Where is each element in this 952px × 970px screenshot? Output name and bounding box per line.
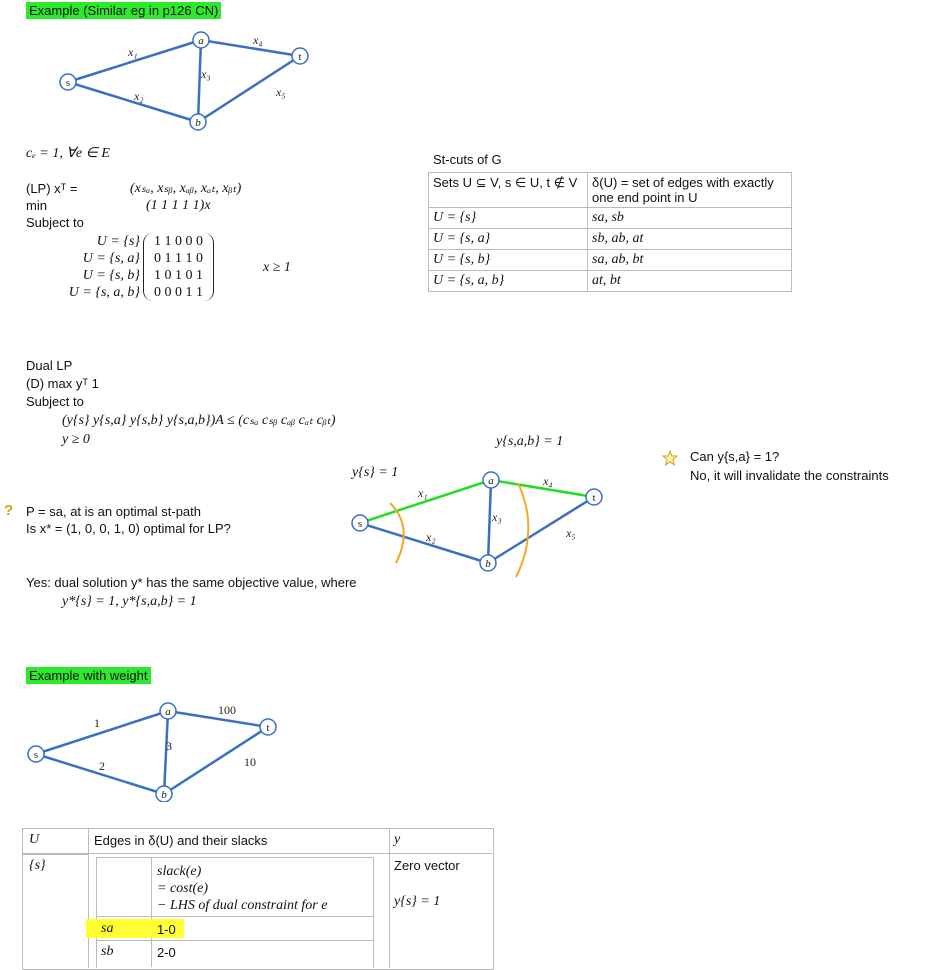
node-s: s xyxy=(357,518,363,530)
node-t: t xyxy=(266,722,270,734)
node-s: s xyxy=(33,749,39,761)
weight-sb: 2 xyxy=(99,759,105,773)
dual-constraint: (y{s} y{s,a} y{s,b} y{s,a,b})A ≤ (cₛₐ cₛᵦ cₐᵦ cₐₜ cᵦₜ) xyxy=(62,413,336,428)
slack-header-u: U xyxy=(29,832,40,847)
edge-label-x3: x₃ xyxy=(492,510,502,524)
edge-ab xyxy=(488,480,491,563)
dual-answer: Yes: dual solution y* has the same objective value, where xyxy=(26,575,357,590)
graph-2 xyxy=(340,455,620,580)
edge-label-x3: x₃ xyxy=(201,67,211,81)
edge-label-x5: x₅ xyxy=(566,526,576,540)
node-a: a xyxy=(198,35,204,47)
dual-subject-to: Subject to xyxy=(26,394,84,409)
graph-3 xyxy=(22,700,292,802)
constraint-matrix: 1 1 0 0 0 0 1 1 1 0 1 0 1 0 1 0 0 0 1 1 xyxy=(143,233,214,301)
inner-slack-sa: 1-0 xyxy=(157,922,176,937)
edge-label-x5: x₅ xyxy=(276,85,286,99)
example2-title: Example with weight xyxy=(26,667,151,684)
edge-at xyxy=(201,40,300,56)
node-a: a xyxy=(165,706,171,718)
edge-sb xyxy=(360,523,488,563)
star-icon xyxy=(662,450,678,466)
node-b: b xyxy=(485,558,491,570)
slack-row-y-2: y{s} = 1 xyxy=(394,894,441,909)
table-row: U = {s, a} sb, ab, at xyxy=(429,229,792,250)
cuts-col2-header: δ(U) = set of edges with exactly one end point in U xyxy=(588,173,792,208)
question-icon: ? xyxy=(4,502,14,519)
edge-label-x4: x₄ xyxy=(543,474,553,488)
cut-label-ys: y{s} = 1 xyxy=(352,465,399,480)
inner-slack-sb: 2-0 xyxy=(157,945,176,960)
slack-header-y: y xyxy=(394,832,401,847)
edge-label-x2: x₂ xyxy=(426,530,436,544)
edge-label-x4: x₄ xyxy=(253,33,263,47)
inner-edge-sa: sa xyxy=(101,921,114,936)
cuts-title: St-cuts of G xyxy=(433,152,502,167)
node-b: b xyxy=(195,117,201,129)
graph-1 xyxy=(50,28,330,133)
dual-heading: Dual LP xyxy=(26,358,73,373)
lp-min: min xyxy=(26,198,47,213)
weight-sa: 1 xyxy=(94,716,100,730)
lp-label: (LP) xᵀ = xyxy=(26,181,78,196)
cuts-table xyxy=(428,172,792,292)
lp-vars: (xₛₐ, xₛᵦ, xₐᵦ, xₐₜ, xᵦₜ) xyxy=(130,181,242,196)
constraint-labels: U = {s} U = {s, a} U = {s, b} U = {s, a, b} xyxy=(68,234,140,300)
example-title: Example (Similar eg in p126 CN) xyxy=(26,2,221,19)
side-note-line-2: No, it will invalidate the constraints xyxy=(690,468,889,483)
cost-statement: cₑ = 1, ∀e ∈ E xyxy=(26,146,110,161)
weight-ab: 3 xyxy=(166,739,172,753)
node-t: t xyxy=(298,51,302,63)
lp-coeffs: (1 1 1 1 1)x xyxy=(146,198,211,213)
node-t: t xyxy=(592,492,596,504)
dual-answer-values: y*{s} = 1, y*{s,a,b} = 1 xyxy=(62,594,197,609)
dual-nonneg: y ≥ 0 xyxy=(62,432,90,447)
edge-sb xyxy=(68,82,198,122)
weight-bt: 10 xyxy=(244,755,256,769)
weight-at: 100 xyxy=(218,703,236,717)
path-line-1: P = sa, at is an optimal st-path xyxy=(26,504,201,519)
lp-subject-to: Subject to xyxy=(26,215,84,230)
node-a: a xyxy=(488,475,494,487)
path-line-2: Is x* = (1, 0, 0, 1, 0) optimal for LP? xyxy=(26,521,231,536)
side-note-line-1: Can y{s,a} = 1? xyxy=(690,449,780,464)
cut-curve-sab xyxy=(516,483,528,577)
edge-label-x1: x₁ xyxy=(418,486,428,500)
inner-edge-sb: sb xyxy=(101,944,114,959)
node-b: b xyxy=(161,789,167,801)
slack-header-edges: Edges in δ(U) and their slacks xyxy=(94,833,268,848)
cut-label-ysab: y{s,a,b} = 1 xyxy=(496,434,564,449)
node-s: s xyxy=(65,77,71,89)
cuts-col1-header: Sets U ⊆ V, s ∈ U, t ∉ V xyxy=(429,173,588,208)
constraint-rhs: x ≥ 1 xyxy=(263,260,291,275)
table-row: U = {s, a, b} at, bt xyxy=(429,271,792,292)
table-row: U = {s, b} sa, ab, bt xyxy=(429,250,792,271)
slack-row-y-1: Zero vector xyxy=(394,858,460,873)
slack-definition: slack(e) = cost(e) − LHS of dual constraint for e xyxy=(157,864,328,913)
edge-label-x2: x₂ xyxy=(134,89,144,103)
edge-label-x1: x₁ xyxy=(128,45,138,59)
edge-bt xyxy=(488,497,594,563)
edge-ab xyxy=(198,40,201,122)
slack-row-u: {s} xyxy=(29,858,46,873)
dual-objective: (D) max yᵀ 1 xyxy=(26,376,99,391)
table-row: U = {s} sa, sb xyxy=(429,208,792,229)
